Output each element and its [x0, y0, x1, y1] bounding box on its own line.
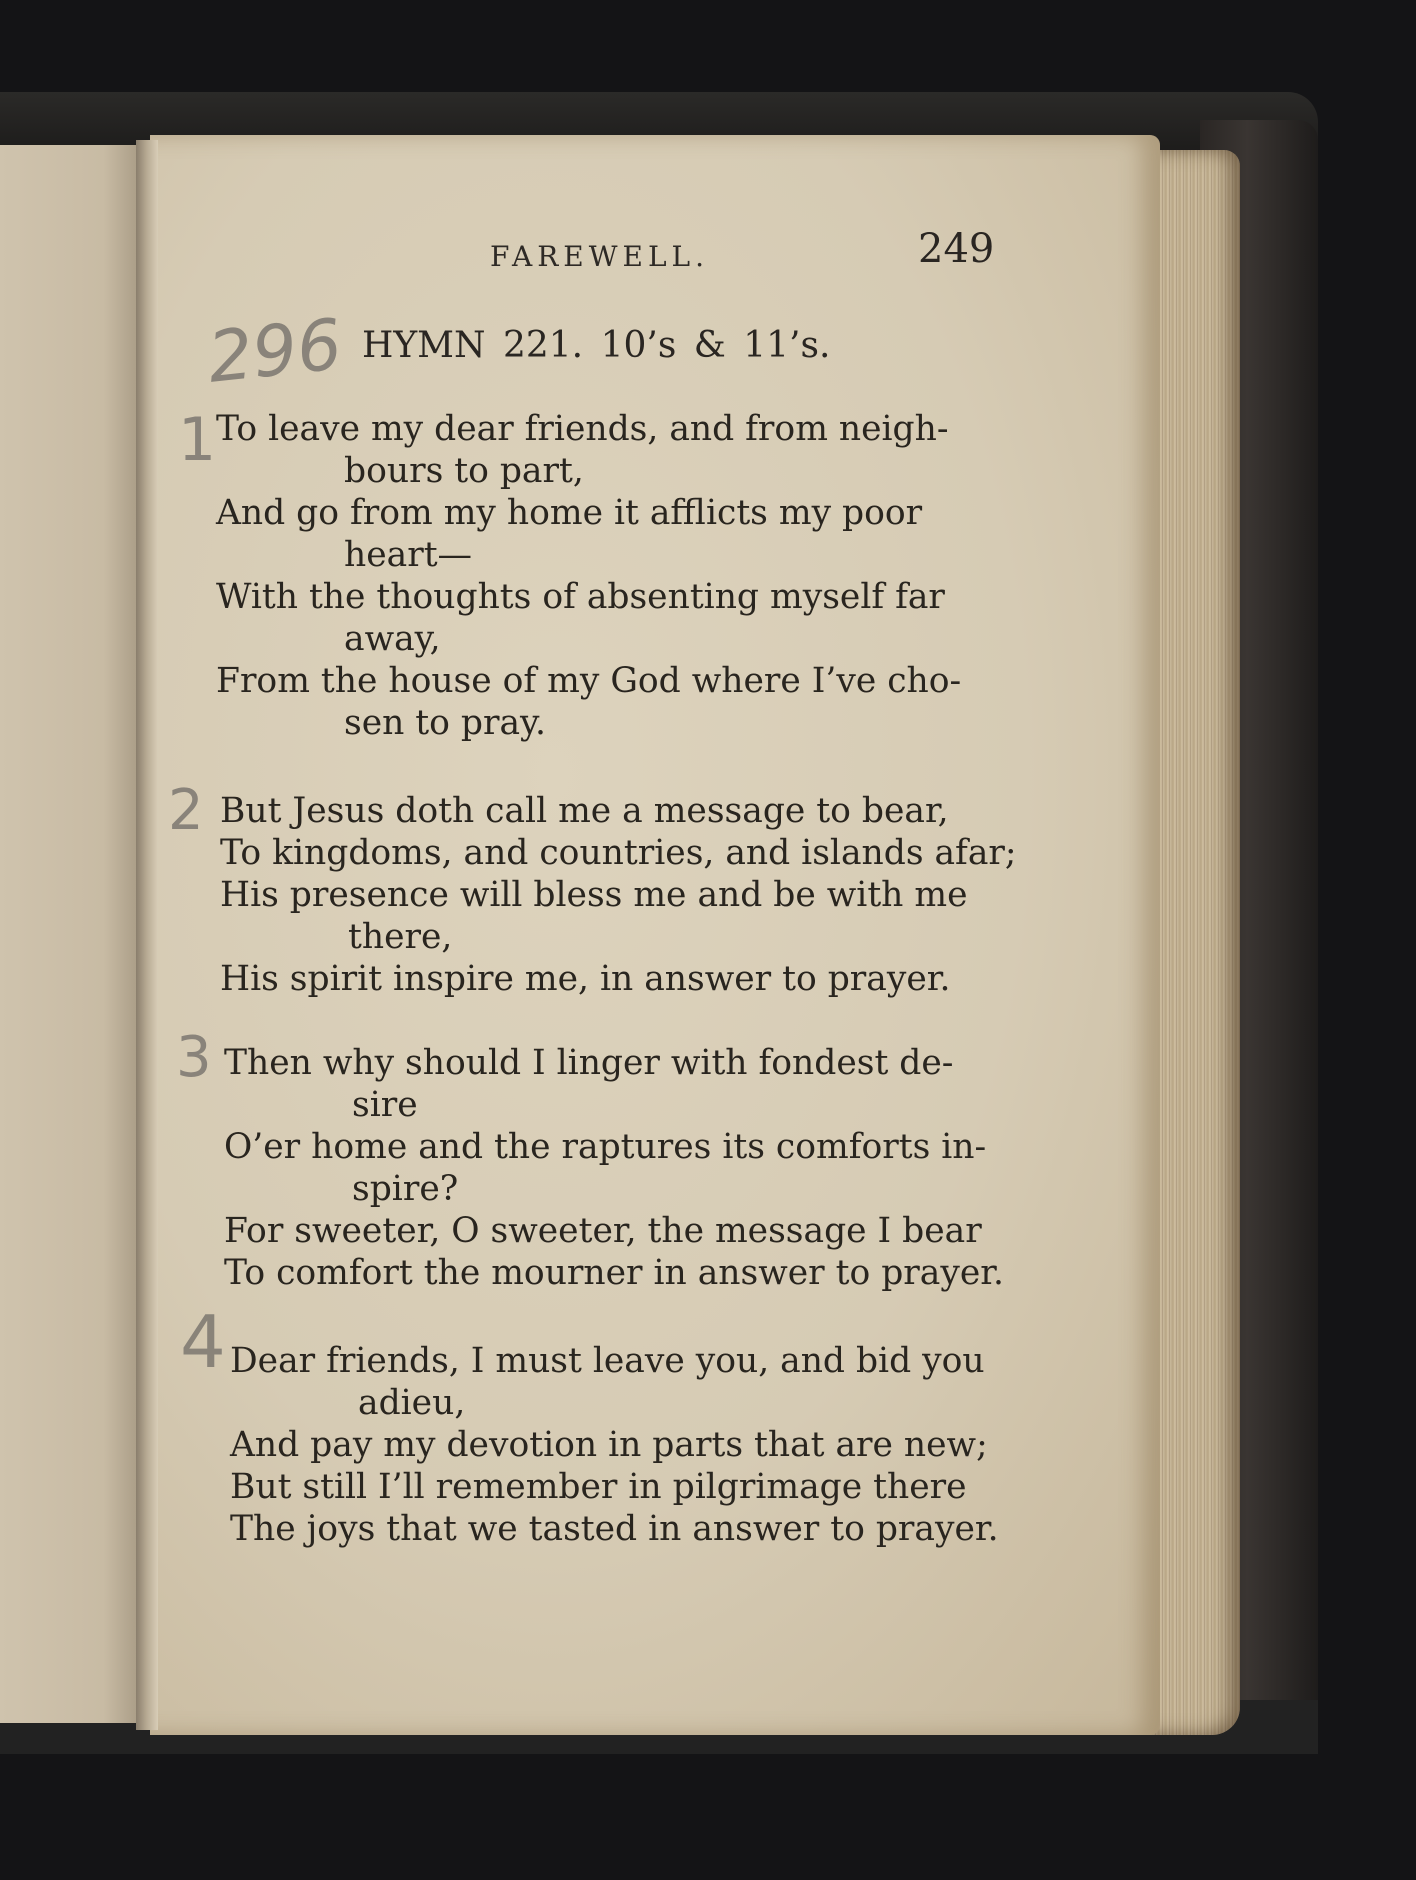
- stanza-line: spire?: [352, 1169, 459, 1209]
- stanza-line: sire: [352, 1085, 418, 1125]
- stanza-line: there,: [348, 917, 453, 957]
- stanza-line: bours to part,: [344, 451, 584, 491]
- stanza-line: But Jesus doth call me a message to bear,: [220, 791, 949, 831]
- stanza-4: [230, 1340, 999, 1550]
- handwritten-hymn-number: 296: [204, 303, 346, 399]
- stanza-line: And go from my home it afflicts my poor: [216, 493, 923, 533]
- stanza-line: With the thoughts of absenting myself far: [216, 577, 945, 617]
- stanza-line: To comfort the mourner in answer to prayer.: [224, 1253, 1004, 1293]
- handwritten-stanza-mark-4: 4: [180, 1300, 226, 1384]
- stanza-2: [220, 790, 1017, 1000]
- handwritten-stanza-mark-3: 3: [176, 1025, 212, 1090]
- stanza-line: For sweeter, O sweeter, the message I bear: [224, 1211, 982, 1251]
- stanza-1: [216, 408, 961, 744]
- stanza-line: His spirit inspire me, in answer to prayer.: [220, 959, 951, 999]
- stanza-line: To kingdoms, and countries, and islands afar;: [220, 833, 1017, 873]
- stanza-line: O’er home and the raptures its comforts in-: [224, 1127, 987, 1167]
- stanza-line: sen to pray.: [344, 703, 546, 743]
- stanza-line: The joys that we tasted in answer to prayer.: [230, 1509, 999, 1549]
- stanza-line: heart—: [344, 535, 473, 575]
- stanza-line: Then why should I linger with fondest de-: [224, 1043, 954, 1083]
- stanza-line: Dear friends, I must leave you, and bid you: [230, 1341, 985, 1381]
- stanza-line: From the house of my God where I’ve cho-: [216, 661, 962, 701]
- left-page-edge: [0, 145, 148, 1723]
- stanza-line: But still I’ll remember in pilgrimage there: [230, 1467, 967, 1507]
- running-header: FAREWELL.: [490, 240, 710, 273]
- stanza-line: adieu,: [358, 1383, 466, 1423]
- hymn-heading: HYMN 221. 10’s & 11’s.: [362, 325, 831, 366]
- stanza-line: And pay my devotion in parts that are new;: [230, 1425, 988, 1465]
- book-gutter: [136, 140, 158, 1730]
- stanza-3: [224, 1042, 1004, 1294]
- stanza-line: His presence will bless me and be with me: [220, 875, 968, 915]
- page-number: 249: [918, 226, 995, 272]
- stanza-line: away,: [344, 619, 441, 659]
- handwritten-stanza-mark-2: 2: [168, 778, 204, 843]
- handwritten-stanza-mark-1: 1: [178, 405, 217, 475]
- stanza-line: To leave my dear friends, and from neigh-: [216, 409, 949, 449]
